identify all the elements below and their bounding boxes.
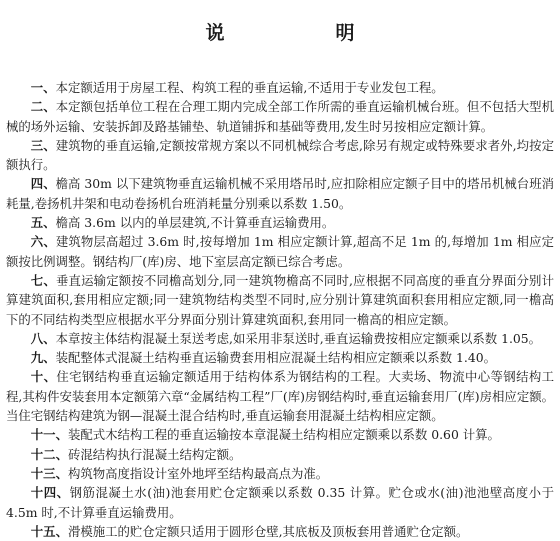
paragraph-text: 滑模施工的贮仓定额只适用于圆形仓壁,其底板及顶板套用普通贮仓定额。	[67, 523, 469, 539]
paragraph-text: 檐高 30m 以下建筑物垂直运输机械不采用塔吊时,应扣除相应定额子目中的塔吊机械台班消耗量,卷扬机井架和电动卷扬机台班消耗量分别乘以系数 1.50。	[6, 176, 554, 211]
paragraph-number: 二、	[30, 99, 56, 115]
paragraph	[6, 232, 554, 271]
paragraph	[6, 271, 554, 329]
paragraph	[6, 348, 554, 367]
paragraph	[6, 464, 554, 483]
paragraph	[6, 445, 554, 464]
paragraph-number: 十一、	[30, 427, 68, 443]
paragraph-text: 构筑物高度指设计室外地坪至结构最高点为准。	[67, 465, 329, 481]
paragraph-text: 本章按主体结构混凝土泵送考虑,如采用非泵送时,垂直运输费按相应定额乘以系数 1.05。	[55, 330, 542, 346]
paragraph	[6, 425, 554, 444]
paragraph-number: 十二、	[30, 446, 68, 462]
paragraph-number: 四、	[30, 176, 56, 192]
paragraph	[6, 329, 554, 348]
paragraph-text: 钢筋混凝土水(油)池套用贮仓定额乘以系数 0.35 计算。贮仓或水(油)池池壁高度小于4.5m 时,不计算垂直运输费用。	[6, 485, 554, 520]
paragraph-number: 十、	[30, 369, 57, 385]
paragraph	[6, 78, 554, 97]
paragraph	[6, 213, 554, 232]
paragraph-text: 建筑物层高超过 3.6m 时,按每增加 1m 相应定额计算,超高不足 1m 的,每增加 1m 相应定额按比例调整。钢结构厂(库)房、地下室层高定额已综合考虑。	[6, 234, 554, 269]
paragraph-text: 砖混结构执行混凝土结构定额。	[67, 446, 242, 462]
paragraph	[6, 367, 554, 425]
paragraph-number: 十五、	[30, 523, 68, 539]
paragraph	[6, 483, 554, 522]
paragraph-number: 十四、	[30, 485, 70, 501]
paragraph-text: 装配式木结构工程的垂直运输按本章混凝土结构相应定额乘以系数 0.60 计算。	[67, 427, 500, 443]
paragraph-number: 三、	[30, 137, 56, 153]
paragraph-text: 檐高 3.6m 以内的单层建筑,不计算垂直运输费用。	[55, 215, 335, 231]
paragraph-text: 垂直运输定额按不同檐高划分,同一建筑物檐高不同时,应根据不同高度的垂直分界面分别计算建筑面积,套用相应定额;同一建筑物结构类型不同时,应分别计算建筑面积套用相应定额,同一檐高下的不同结构类型应根据水平分界面分别计算建筑面积,套用同一檐高的相应定额。	[6, 272, 554, 327]
document-body	[6, 78, 554, 541]
paragraph-number: 一、	[30, 80, 56, 95]
paragraph-number: 八、	[30, 330, 56, 346]
paragraph	[6, 174, 554, 213]
paragraph-text: 本定额包括单位工程在合理工期内完成全部工作所需的垂直运输机械台班。但不包括大型机械的场外运输、安装拆卸及路基铺垫、轨道铺拆和基础等费用,发生时另按相应定额计算。	[6, 99, 555, 134]
paragraph-text: 装配整体式混凝土结构垂直运输费套用相应混凝土结构相应定额乘以系数 1.40。	[55, 350, 496, 366]
paragraph-number: 十三、	[30, 465, 68, 481]
paragraph-number: 六、	[30, 234, 56, 250]
paragraph-number: 五、	[30, 215, 56, 231]
paragraph-text: 住宅钢结构垂直运输定额适用于结构体系为钢结构的工程。大卖场、物流中心等钢结构工程,其构件安装套用本定额第六章“金属结构工程”厂(库)房钢结构时,垂直运输套用厂(库)房相应定额。当住宅钢结构建筑为钢—混凝土混合结构时,垂直运输套用混凝土结构相应定额。	[6, 369, 555, 424]
paragraph-text: 建筑物的垂直运输,定额按常规方案以不同机械综合考虑,除另有规定或特殊要求者外,均按定额执行。	[6, 137, 554, 173]
paragraph-number: 九、	[30, 350, 56, 366]
paragraph	[6, 97, 554, 136]
page-title: 说 明	[205, 22, 401, 44]
paragraph-text: 本定额适用于房屋工程、构筑工程的垂直运输,不适用于专业发包工程。	[55, 80, 444, 95]
paragraph	[6, 522, 554, 541]
paragraph-number: 七、	[30, 272, 56, 288]
paragraph	[6, 136, 554, 175]
